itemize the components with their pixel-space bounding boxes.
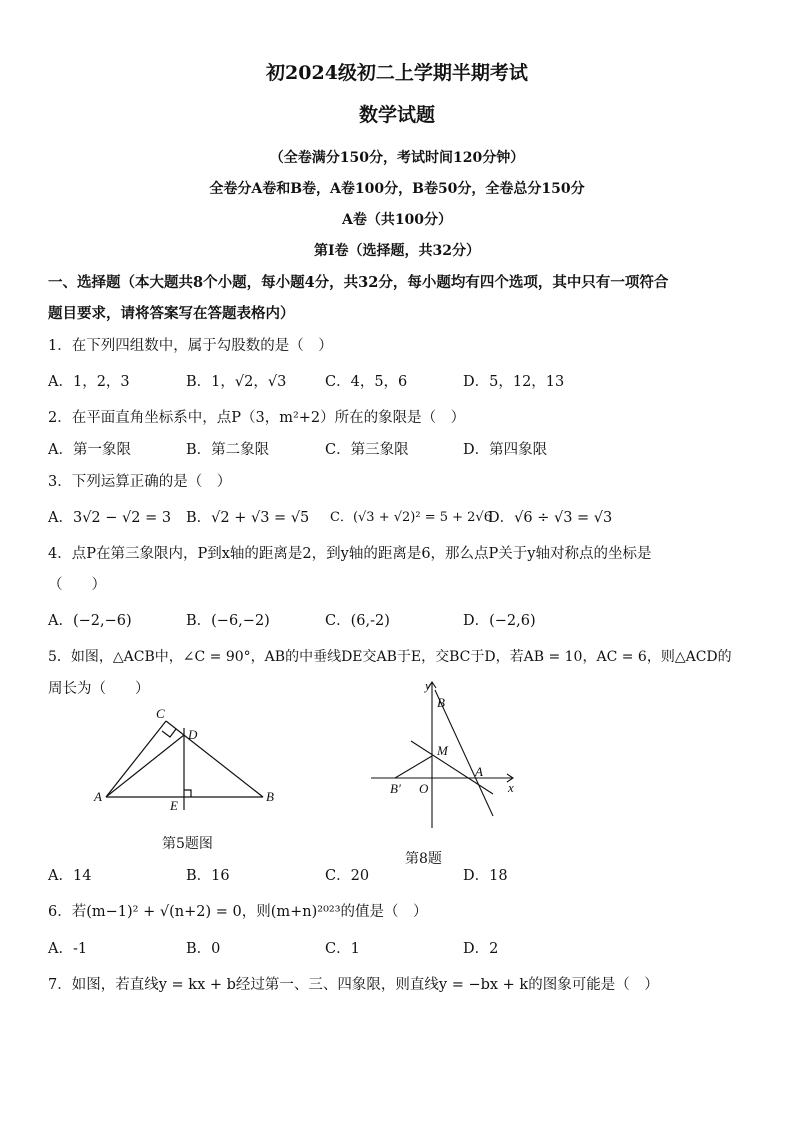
q4-line1: 4．点P在第三象限内，P到x轴的距离是2，到y轴的距离是6，那么点P关于y轴对称点的坐标是 (48, 546, 652, 562)
label-a: A (94, 789, 102, 804)
label-x: x (508, 780, 514, 795)
segment-ad (106, 735, 184, 797)
q3-option-b[interactable]: B．√2 + √3 = √5 (186, 510, 310, 526)
label-e: E (170, 798, 178, 813)
q4-option-d[interactable]: D．(−2,6) (463, 613, 536, 629)
instructions-line1: 一、选择题（本大题共8个小题，每小题4分，共32分，每小题均有四个选项，其中只有一项符合 (48, 274, 669, 291)
q6-option-a[interactable]: A．-1 (48, 941, 88, 957)
q2-option-a[interactable]: A．第一象限 (48, 442, 131, 458)
exam-subject: 数学试题 (358, 104, 435, 126)
q3-option-a[interactable]: A．3√2 − √2 = 3 (48, 510, 172, 526)
q5-triangle-figure (90, 700, 290, 820)
q5-option-a[interactable]: A．14 (48, 868, 92, 884)
q7-stem: 7．如图，若直线y = kx + b经过第一、三、四象限，则直线y = −bx + k的图象可能是（ ） (48, 977, 659, 993)
q2-option-d[interactable]: D．第四象限 (463, 442, 548, 458)
q3-option-c[interactable]: C．(√3 + √2)² = 5 + 2√6 (330, 510, 492, 525)
q6-option-d[interactable]: D．2 (463, 941, 499, 957)
right-angle-mark-c (162, 729, 176, 737)
exam-split: 全卷分A卷和B卷，A卷100分，B卷50分，全卷总分150分 (209, 181, 585, 197)
label-d: D (188, 727, 198, 742)
q5-option-b[interactable]: B．16 (186, 868, 230, 884)
q5-line2: 周长为（ ） (48, 681, 150, 697)
q3-stem: 3．下列运算正确的是（ ） (48, 474, 232, 490)
label-b-prime: B′ (390, 781, 401, 796)
q4-option-c[interactable]: C．(6,-2) (325, 613, 390, 629)
q4-option-a[interactable]: A．(−2,−6) (48, 613, 132, 629)
q6-option-c[interactable]: C．1 (325, 941, 360, 957)
segment-bprime-m (395, 756, 432, 778)
exam-title: 初2024级初二上学期半期考试 (266, 62, 528, 84)
q1-option-c[interactable]: C．4，5，6 (325, 374, 408, 390)
q8-graph-figure (365, 676, 525, 836)
label-c: C (156, 706, 165, 721)
q5-figure-caption: 第5题图 (162, 836, 213, 852)
part-a-heading: A卷（共100分） (341, 212, 453, 228)
label-y: y (425, 678, 431, 693)
q5-option-c[interactable]: C．20 (325, 868, 370, 884)
label-m: M (437, 743, 448, 758)
instructions-line2: 题目要求，请将答案写在答题表格内） (48, 305, 295, 322)
q1-option-b[interactable]: B．1，√2，√3 (186, 374, 287, 390)
q5-line1: 5．如图，△ACB中，∠C = 90°，AB的中垂线DE交AB于E，交BC于D，若AB = 10，AC = 6，则△ACD的 (48, 649, 732, 665)
right-angle-mark-e (184, 790, 191, 797)
exam-note: （全卷满分150分，考试时间120分钟） (269, 150, 525, 166)
label-b: B (437, 695, 445, 710)
q2-option-c[interactable]: C．第三象限 (325, 442, 409, 458)
q1-stem: 1．在下列四组数中，属于勾股数的是（ ） (48, 338, 333, 354)
section1-heading: 第Ⅰ卷（选择题，共32分） (313, 243, 481, 259)
q5-option-d[interactable]: D．18 (463, 868, 508, 884)
label-b: B (266, 789, 274, 804)
q2-option-b[interactable]: B．第二象限 (186, 442, 270, 458)
q4-line2: （ ） (48, 577, 106, 593)
q3-option-d[interactable]: D．√6 ÷ √3 = √3 (488, 510, 613, 526)
segment-cb (166, 721, 263, 797)
q1-option-a[interactable]: A．1，2，3 (48, 374, 130, 390)
label-origin: O (419, 781, 429, 796)
segment-ac (106, 721, 166, 797)
q4-option-b[interactable]: B．(−6,−2) (186, 613, 270, 629)
q1-option-d[interactable]: D．5，12，13 (463, 374, 565, 390)
label-a: A (475, 764, 483, 779)
q6-stem: 6．若(m−1)² + √(n+2) = 0，则(m+n)²⁰²³的值是（ ） (48, 904, 428, 920)
q8-figure-caption: 第8题 (405, 851, 442, 867)
q6-option-b[interactable]: B．0 (186, 941, 221, 957)
q2-stem: 2．在平面直角坐标系中，点P（3，m²+2）所在的象限是（ ） (48, 410, 466, 426)
